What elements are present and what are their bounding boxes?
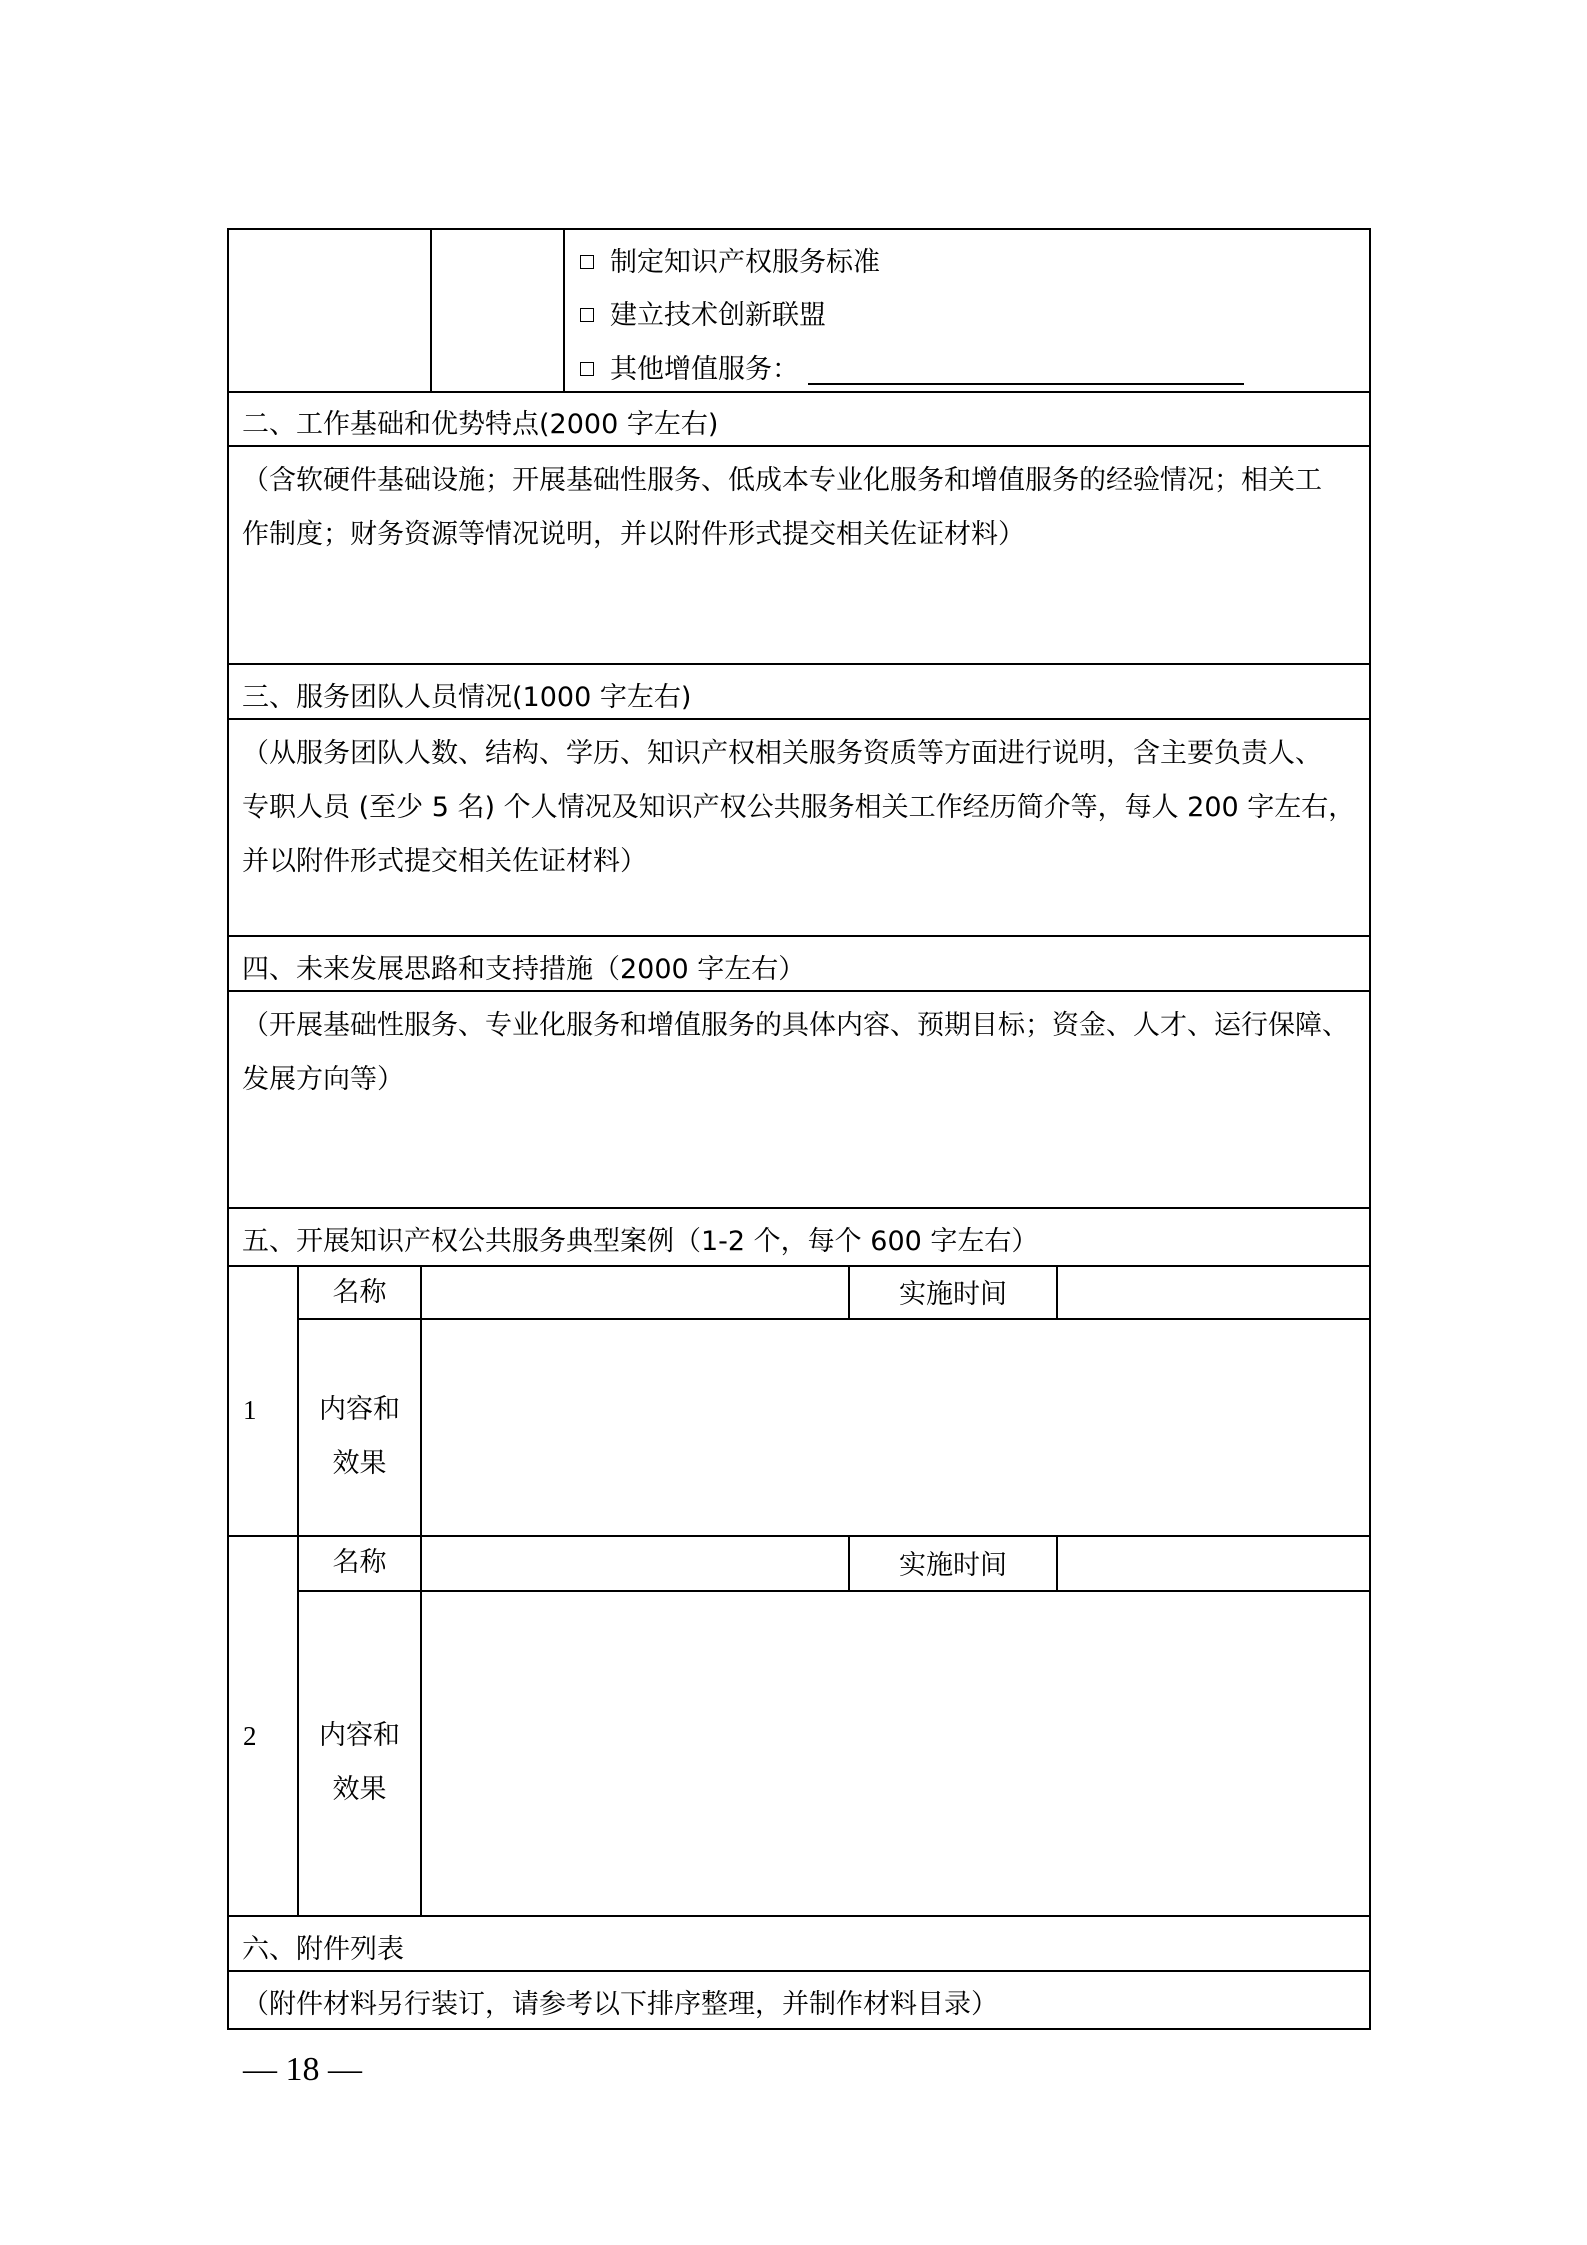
section-4-title: 四、未来发展思路和支持措施（2000 字左右） <box>242 954 806 985</box>
rule <box>297 1318 1371 1320</box>
rule <box>227 1915 1371 1917</box>
rule <box>420 1265 422 1916</box>
section-4-desc-line1: （开展基础性服务、专业化服务和增值服务的具体内容、预期目标；资金、人才、运行保障、 <box>242 1010 1349 1041</box>
case-1-time-label: 实施时间 <box>899 1279 1007 1310</box>
section-5-title: 五、开展知识产权公共服务典型案例（1-2 个，每个 600 字左右） <box>242 1226 1039 1257</box>
rule <box>1056 1535 1058 1591</box>
case-2-time-label: 实施时间 <box>899 1550 1007 1581</box>
case-1-name-label: 名称 <box>332 1277 387 1308</box>
section-3-title: 三、服务团队人员情况(1000 字左右) <box>242 682 692 713</box>
option-ip-standard[interactable] <box>580 245 880 281</box>
rule <box>430 228 432 392</box>
section-2-title: 二、工作基础和优势特点(2000 字左右) <box>242 409 719 440</box>
section-3-desc-line1: （从服务团队人数、结构、学历、知识产权相关服务资质等方面进行说明，含主要负责人、 <box>242 738 1322 769</box>
rule <box>563 228 565 392</box>
case-2-content-input[interactable] <box>424 1594 1368 1913</box>
section-3-desc-line3: 并以附件形式提交相关佐证材料） <box>242 846 647 877</box>
section-3-desc-line2: 专职人员 (至少 5 名) 个人情况及知识产权公共服务相关工作经历简介等，每人 200 字左右， <box>242 792 1356 823</box>
rule <box>227 1535 1371 1537</box>
option-other-services[interactable] <box>580 352 799 388</box>
case-1-name-input[interactable] <box>424 1269 846 1317</box>
rule <box>227 663 1371 665</box>
rule <box>227 1265 1371 1267</box>
case-2-number: 2 <box>243 1721 257 1751</box>
rule <box>297 1590 1371 1592</box>
case-2-name-label: 名称 <box>332 1547 387 1578</box>
case-1-time-input[interactable] <box>1060 1269 1368 1317</box>
page-number: — 18 — <box>243 2051 362 2088</box>
rule <box>227 935 1371 937</box>
option-label: 建立技术创新联盟 <box>610 300 826 331</box>
case-2-effect-label: 效果 <box>332 1774 387 1805</box>
rule <box>227 718 1371 720</box>
option-tech-alliance[interactable] <box>580 298 826 334</box>
section-6-title: 六、附件列表 <box>242 1934 404 1965</box>
case-1-content-label: 内容和 <box>319 1394 400 1425</box>
case-2-name-input[interactable] <box>424 1539 846 1589</box>
other-services-fill-line[interactable] <box>808 383 1244 385</box>
rule <box>227 1207 1371 1209</box>
rule <box>227 391 1371 393</box>
rule <box>227 1970 1371 1972</box>
case-2-time-input[interactable] <box>1060 1539 1368 1589</box>
rule <box>227 990 1371 992</box>
option-label: 制定知识产权服务标准 <box>610 247 880 278</box>
checkbox-icon[interactable] <box>580 255 594 269</box>
section-4-desc-line2: 发展方向等） <box>242 1064 404 1095</box>
checkbox-icon[interactable] <box>580 362 594 376</box>
case-2-content-label: 内容和 <box>319 1720 400 1751</box>
option-label: 其他增值服务： <box>610 354 799 385</box>
checkbox-icon[interactable] <box>580 308 594 322</box>
section-6-note: （附件材料另行装订，请参考以下排序整理，并制作材料目录） <box>242 1989 998 2020</box>
case-1-number: 1 <box>243 1395 257 1425</box>
rule <box>297 1265 299 1916</box>
case-1-effect-label: 效果 <box>332 1448 387 1479</box>
rule <box>1056 1265 1058 1319</box>
section-2-desc-line1: （含软硬件基础设施；开展基础性服务、低成本专业化服务和增值服务的经验情况；相关工 <box>242 465 1322 496</box>
section-2-desc-line2: 作制度；财务资源等情况说明，并以附件形式提交相关佐证材料） <box>242 519 1025 550</box>
case-1-content-input[interactable] <box>424 1322 1368 1533</box>
rule <box>227 445 1371 447</box>
